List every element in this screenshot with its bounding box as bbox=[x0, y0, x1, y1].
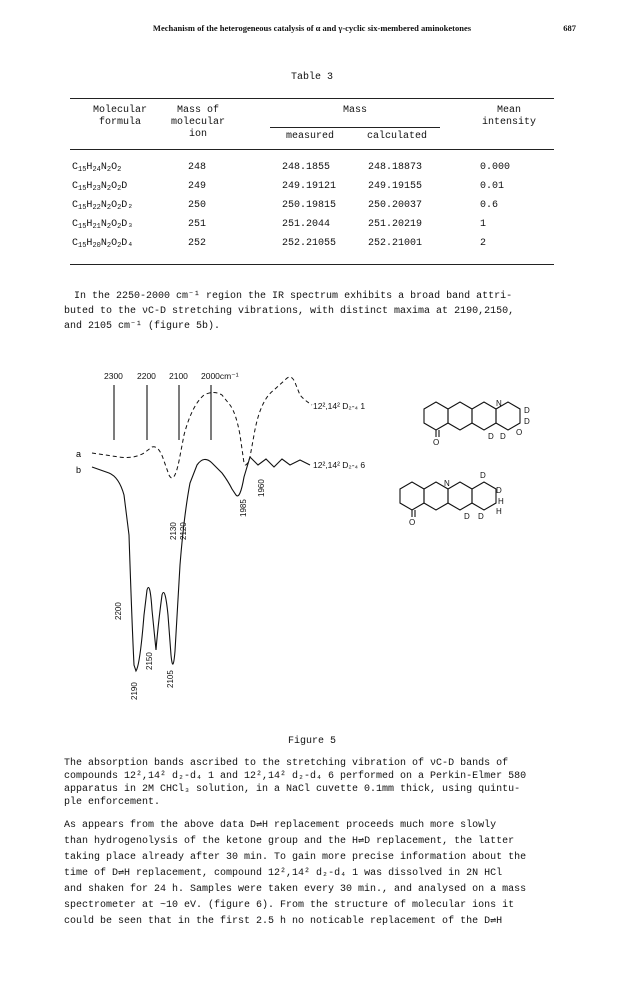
cell-measured: 249.19121 bbox=[282, 181, 337, 192]
cell-measured: 250.19815 bbox=[282, 200, 337, 211]
compound-label-a: 12²,14² D₂-₄ 1 bbox=[313, 401, 366, 411]
cell-calculated: 248.18873 bbox=[368, 162, 423, 173]
cell-intensity: 2 bbox=[480, 238, 487, 249]
cell-intensity: 0.000 bbox=[480, 162, 511, 173]
atom-label: D bbox=[480, 471, 486, 480]
atom-label: D bbox=[488, 432, 494, 441]
tick-label: 2000cm⁻¹ bbox=[201, 371, 239, 381]
cell-intensity: 0.01 bbox=[480, 181, 505, 192]
header-text: Mass of bbox=[176, 105, 219, 116]
cell-calculated: 251.20219 bbox=[368, 219, 423, 230]
cell-mass: 250 bbox=[188, 200, 207, 211]
atom-label: O bbox=[409, 518, 416, 527]
text-line: and shaken for 24 h. Samples were taken every 30 min., and analysed on a mass bbox=[64, 884, 527, 895]
trace-label-a: a bbox=[76, 449, 82, 459]
cell-measured: 252.21055 bbox=[282, 238, 337, 249]
text-line: time of D⇌H replacement, compound 12²,14² d₂-d₄ 1 was dissolved in 2N HCl bbox=[64, 868, 503, 879]
cell-measured: 251.2044 bbox=[282, 219, 331, 230]
text-line: compounds 12²,14² d₂-d₄ 1 and 12²,14² d₂-d₄ 6 performed on a Perkin-Elmer 580 bbox=[64, 771, 527, 782]
figure-label: Figure 5 bbox=[287, 736, 336, 747]
text-line: than hydrogenolysis of the ketone group and the H⇌D replacement, the latter bbox=[64, 836, 515, 847]
atom-label: D bbox=[464, 512, 470, 521]
atom-label: D bbox=[524, 406, 530, 415]
peak-label: 2200 bbox=[114, 602, 123, 620]
peak-label: 2190 bbox=[130, 682, 139, 700]
text-line: and 2105 cm⁻¹ (figure 5b). bbox=[64, 321, 221, 332]
atom-label: D bbox=[478, 512, 484, 521]
trace-a-spectrum bbox=[92, 377, 312, 478]
cell-measured: 248.1855 bbox=[282, 162, 331, 173]
text-line: taking place already after 30 min. To gain more precise information about the bbox=[64, 852, 527, 863]
text-line: apparatus in 2M CHCl₃ solution, in a NaCl cuvette 0.1mm thick, using quintu- bbox=[64, 784, 521, 795]
figure-caption bbox=[64, 757, 564, 809]
header-mass-group: Mass bbox=[342, 105, 367, 116]
cell-mass: 248 bbox=[188, 162, 207, 173]
cell-intensity: 0.6 bbox=[480, 200, 499, 211]
trace-b-spectrum bbox=[92, 457, 310, 671]
header-text: Mean bbox=[496, 105, 521, 116]
cell-formula: $C_{15}H_{20}N_2O_2D_4$ bbox=[72, 238, 134, 250]
cell-formula: $C_{15}H_{24}N_2O_2$ bbox=[72, 162, 122, 174]
tick-label: 2100 bbox=[169, 371, 188, 381]
peak-label: 2150 bbox=[145, 652, 154, 670]
text-line: spectrometer at ~10 eV. (figure 6). From the structure of molecular ions it bbox=[64, 900, 515, 911]
cell-mass: 251 bbox=[188, 219, 207, 230]
cell-mass: 249 bbox=[188, 181, 207, 192]
atom-label: D bbox=[524, 417, 530, 426]
peak-label: 2130 bbox=[169, 522, 178, 540]
cell-formula: $C_{15}H_{22}N_2O_2D_2$ bbox=[72, 200, 134, 212]
header-mean-intensity bbox=[464, 105, 554, 129]
body-paragraph-replacement bbox=[64, 818, 564, 930]
atom-label: N bbox=[444, 479, 450, 488]
header-text: molecular bbox=[170, 117, 225, 128]
peak-label: 1960 bbox=[257, 479, 266, 497]
cell-formula: $C_{15}H_{21}N_2O_2D_3$ bbox=[72, 219, 134, 231]
header-text: ion bbox=[188, 129, 207, 140]
text-line: could be seen that in the first 2.5 h no noticable replacement of the D⇌H bbox=[64, 916, 503, 927]
header-text: intensity bbox=[481, 117, 536, 128]
atom-label: H bbox=[498, 497, 504, 506]
text-line: As appears from the above data D⇌H replacement proceeds much more slowly bbox=[64, 820, 497, 831]
table-caption: Table 3 bbox=[290, 72, 333, 83]
tick-label: 2300 bbox=[104, 371, 123, 381]
cell-formula: $C_{15}H_{23}N_2O_2D$ bbox=[72, 181, 128, 193]
cell-calculated: 250.20037 bbox=[368, 200, 423, 211]
table-top-rule bbox=[70, 98, 554, 99]
peak-label: 2120 bbox=[179, 522, 188, 540]
header-text: Molecular bbox=[92, 105, 147, 116]
atom-label: N bbox=[496, 399, 502, 408]
compound-label-b: 12²,14² D₂-₄ 6 bbox=[313, 460, 366, 470]
header-measured: measured bbox=[285, 131, 334, 142]
trace-label-b: b bbox=[76, 465, 82, 475]
header-text: formula bbox=[98, 117, 141, 128]
ir-spectrum-figure bbox=[64, 365, 574, 710]
cell-intensity: 1 bbox=[480, 219, 487, 230]
page-number: 687 bbox=[563, 23, 576, 33]
cell-calculated: 252.21001 bbox=[368, 238, 423, 249]
atom-label: O bbox=[433, 438, 440, 447]
text-line: In the 2250-2000 cm⁻¹ region the IR spectrum exhibits a broad band attri- bbox=[74, 291, 513, 302]
text-line: buted to the νC-D stretching vibrations, with distinct maxima at 2190,2150, bbox=[64, 306, 515, 317]
mass-group-rule bbox=[270, 127, 440, 128]
text-line: ple enforcement. bbox=[64, 797, 161, 808]
table-header-rule bbox=[70, 149, 554, 150]
peak-label: 1985 bbox=[239, 499, 248, 517]
text-line: The absorption bands ascribed to the stretching vibration of νC-D bands of bbox=[64, 758, 509, 769]
tick-label: 2200 bbox=[137, 371, 156, 381]
header-calculated: calculated bbox=[366, 131, 427, 142]
atom-label: D bbox=[500, 432, 506, 441]
cell-calculated: 249.19155 bbox=[368, 181, 423, 192]
atom-label: O bbox=[516, 428, 523, 437]
running-header-title: Mechanism of the heterogeneous catalysis of α and γ-cyclic six-membered aminoketones bbox=[152, 23, 472, 33]
atom-label: D bbox=[496, 486, 502, 495]
peak-label: 2105 bbox=[166, 670, 175, 688]
atom-label: H bbox=[496, 507, 502, 516]
header-mass-of-ion bbox=[148, 105, 248, 141]
body-paragraph-ir bbox=[64, 289, 564, 334]
cell-mass: 252 bbox=[188, 238, 207, 249]
table-bottom-rule bbox=[70, 264, 554, 265]
